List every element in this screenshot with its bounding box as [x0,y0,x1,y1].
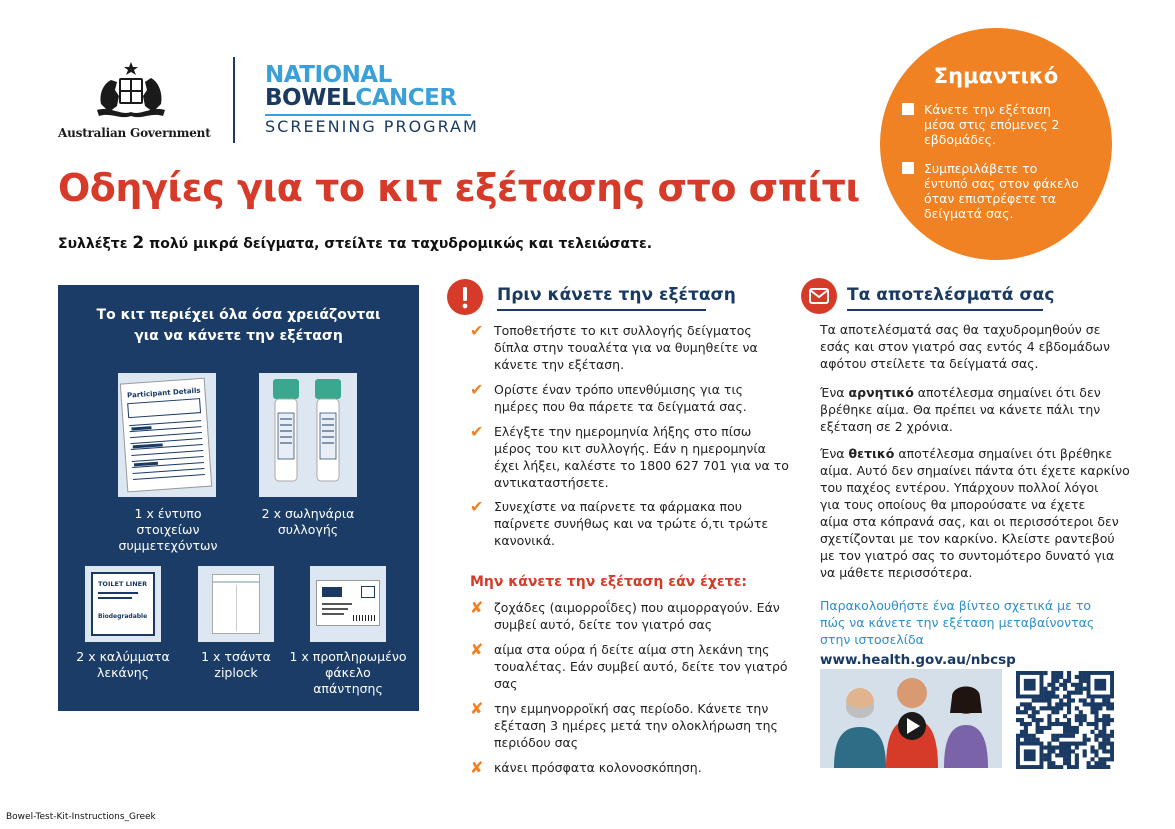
header-divider [233,57,235,143]
liner-line [98,597,132,599]
text-line: αφότου στείλετε τα δείγματά σας. [820,356,1039,371]
tube-icon [259,373,357,497]
coat-of-arms-icon [91,60,171,122]
checkmark-icon: ✔ [470,497,484,516]
program-name-cancer: CANCER [355,85,457,111]
dont-item-text [494,599,790,633]
video-people-icon [820,669,1002,768]
collection-tubes-image [259,373,357,497]
text-line [820,445,1130,462]
subtitle-post: πολύ μικρά δείγματα, στείλτε τα ταχυδρομικώς και τελειώσατε. [144,236,653,252]
kit-title [58,305,419,347]
positive-term: θετικό [848,446,895,461]
text-line: την εμμηνορροϊκή σας περίοδο. Κάνετε την [494,701,769,716]
kit-caption-ziplock [176,649,296,681]
text-line: στην ιστοσελίδα [820,632,924,647]
cross-icon: ✘ [470,640,484,659]
text-line: Ορίστε έναν τρόπο υπενθύμισης για τις [494,382,744,397]
caption-line: φάκελο [325,665,371,680]
text-line: κανονικά. [494,533,556,548]
before-item-text [494,381,790,415]
bag-fold [236,585,237,631]
zip-strip [213,581,259,583]
page-subtitle [58,233,652,253]
dont-item [470,700,790,751]
text-line: Ελέγξτε την ημερομηνία λήξης στο πίσω [494,424,752,439]
before-item [470,423,790,491]
caption-line: συλλογής [277,522,339,537]
important-item [902,102,1080,147]
dont-item-text [494,759,790,776]
caption-line: 2 x σωληνάρια [261,506,355,521]
text-line: κάνετε την εξέταση. [494,357,625,372]
before-title: Πριν κάνετε την εξέταση [497,285,736,305]
text-line: μέρος του κιτ συλλογής. Εάν η ημερομηνία [494,441,766,456]
important-item [902,161,1080,221]
text-line: συμβεί αυτό, δείτε τον γιατρό σας [494,617,713,632]
participant-form-image [118,373,216,497]
ziplock-bag-image [198,566,274,642]
address-line [322,603,352,605]
address-line [322,608,348,610]
caption-line: 2 x καλύμματα [76,649,170,664]
text-line: αίμα στα κόπρανά σας, και οι περισσότεροι δεν [820,514,1119,529]
text-line: βρέθηκε αίμα. Θα πρέπει να κάνετε πάλι την [820,402,1101,417]
form-icon [118,373,216,497]
exclamation-icon [447,279,483,315]
before-item [470,498,790,549]
qr-code-icon [1016,671,1114,769]
text-line: πώς να κάνετε την εξέταση μεταβαίνοντας [820,615,1095,630]
before-title-underline [497,309,706,311]
results-title-underline [847,309,1043,311]
text-run: Ένα [820,385,849,400]
text-line: σχετίζονται με τον καρκίνο. Κλείστε ραντεβού [820,531,1115,546]
document-footer: Bowel-Test-Kit-Instructions_Greek [6,812,156,822]
text-line: σας [494,676,518,691]
subtitle-pre: Συλλέξτε [58,236,133,252]
page-title: Οδηγίες για το κιτ εξέτασης στο σπίτι [58,166,860,210]
barcode [353,615,377,621]
envelope-icon [801,278,837,314]
subtitle-number: 2 [132,233,145,253]
kit-caption-envelope [283,649,413,697]
liner-package [91,572,155,636]
text-line: Συνεχίστε να παίρνετε τα φάρμακα που [494,499,742,514]
dont-item [470,599,790,633]
important-callout [880,28,1112,260]
ziplock-bag [212,574,260,634]
dont-title: Μην κάνετε την εξέταση εάν έχετε: [470,574,748,590]
text-line: ζοχάδες (αιμορροΐδες) που αιμορραγούν. Εάν [494,600,780,615]
text-line: για τους οποίους θα μπορούσατε να έχετε [820,497,1086,512]
checkmark-icon: ✔ [470,380,484,399]
caption-line: 1 x προπληρωμένο [289,649,407,664]
before-item [470,381,790,415]
text-line: ημέρες που θα πάρετε τα δείγματά σας. [494,399,747,414]
toilet-liner-image [85,566,161,642]
cross-icon: ✘ [470,598,484,617]
important-title: Σημαντικό [933,64,1059,88]
text-line: τουαλέτας. Εάν συμβεί αυτό, δείτε τον γιατρό [494,659,788,674]
program-name-line2 [265,87,479,110]
text-line: με τον γιατρό σας το συντομότερο δυνατό για [820,548,1115,563]
program-logo-bar [265,114,471,116]
website-link[interactable]: www.health.gov.au/nbcsp [820,652,1016,668]
liner-sub-label: Biodegradable [98,613,148,620]
caption-line: στοιχείων [136,522,200,537]
important-item-text: Συμπεριλάβετε το έντυπό σας στον φάκελο όταν επιστρέφετε τα δείγματά σας. [924,161,1079,221]
government-name: Australian Government [58,126,211,140]
before-item [470,322,790,373]
before-item-text [494,498,790,549]
program-name-line3: SCREENING PROGRAM [265,117,479,136]
caption-line: λεκάνης [96,665,149,680]
checkmark-icon: ✔ [470,321,484,340]
important-item-text: Κάνετε την εξέταση μέσα στις επόμενες 2 εβδομάδες. [924,102,1060,147]
caption-line: ziplock [214,665,258,680]
text-line: αντικαταστήσετε. [494,475,609,490]
kit-caption-liners [63,649,183,681]
text-line: Τοποθετήστε το κιτ συλλογής δείγματος [494,323,752,338]
kit-title-line2: για να κάνετε την εξέταση [134,328,343,344]
text-line: Παρακολουθήστε ένα βίντεο σχετικά με το [820,598,1091,613]
checkmark-icon: ✔ [470,422,484,441]
text-run: Ένα [820,446,849,461]
envelope [316,580,380,626]
results-title: Τα αποτελέσματά σας [847,285,1055,305]
video-description [820,597,1110,648]
program-logo [265,64,479,135]
caption-line: 1 x έντυπο [134,506,202,521]
video-thumbnail[interactable] [820,669,1002,768]
envelope-stamp [361,586,375,598]
text-line: εξέταση 3 ημέρες μετά την ολοκλήρωση της [494,718,778,733]
before-item-text [494,423,790,491]
checkbox-icon [902,103,914,115]
text-line: περιόδου σας [494,735,579,750]
text-run: αποτέλεσμα σημαίνει ότι δεν [913,385,1101,400]
program-name-line1: NATIONAL [265,62,392,88]
envelope-logo [322,587,342,597]
text-line: κάνει πρόσφατα κολονοσκόπηση. [494,760,702,775]
checkbox-icon [902,162,914,174]
text-line: εξέταση σε 2 χρόνια. [820,419,953,434]
results-paragraph-2 [820,384,1120,435]
caption-line: απάντησης [313,681,383,696]
qr-code [1016,671,1114,769]
dont-item [470,641,790,692]
text-line: αίμα. Αυτό δεν σημαίνει πάντα ότι έχετε καρκίνο [820,463,1130,478]
text-line: παίρνετε συνήθως και να τρώτε ό,τι τρώτε [494,516,769,531]
caption-line: 1 x τσάντα [201,649,271,664]
text-line: να μάθετε περισσότερα. [820,565,973,580]
results-paragraph-3 [820,445,1130,581]
negative-term: αρνητικό [848,385,914,400]
dont-item-text [494,700,790,751]
text-line [820,384,1120,401]
text-line: του παχέος εντέρου. Υπάρχουν πολλοί λόγοι [820,480,1099,495]
text-line: εσάς και στον γιατρό σας εντός 4 εβδομάδων [820,339,1110,354]
kit-title-line1: Το κιτ περιέχει όλα όσα χρειάζονται [96,307,381,323]
kit-caption-tubes [238,506,378,538]
before-item-text [494,322,790,373]
dont-item-text [494,641,790,692]
text-line: Τα αποτελέσματά σας θα ταχυδρομηθούν σε [820,322,1101,337]
liner-label: TOILET LINER [98,580,148,588]
australian-government-logo [58,60,211,140]
program-name-bowel: BOWEL [265,85,356,111]
text-line: έχει λήξει, καλέστε το 1800 627 701 για να το [494,458,789,473]
dont-item [470,759,790,776]
text-run: αποτέλεσμα σημαίνει ότι βρέθηκε [894,446,1113,461]
reply-envelope-image [310,566,386,642]
cross-icon: ✘ [470,758,484,777]
liner-line [98,592,138,594]
cross-icon: ✘ [470,699,484,718]
results-paragraph-1 [820,321,1120,372]
form-label: Participant Details [126,386,201,400]
text-line: αίμα στα ούρα ή δείτε αίμα στη λεκάνη της [494,642,770,657]
address-line [322,613,344,615]
caption-line: συμμετεχόντων [118,538,218,553]
text-line: δίπλα στην τουαλέτα για να θυμηθείτε να [494,340,758,355]
kit-caption-form [98,506,238,554]
kit-contents-panel [58,285,419,711]
